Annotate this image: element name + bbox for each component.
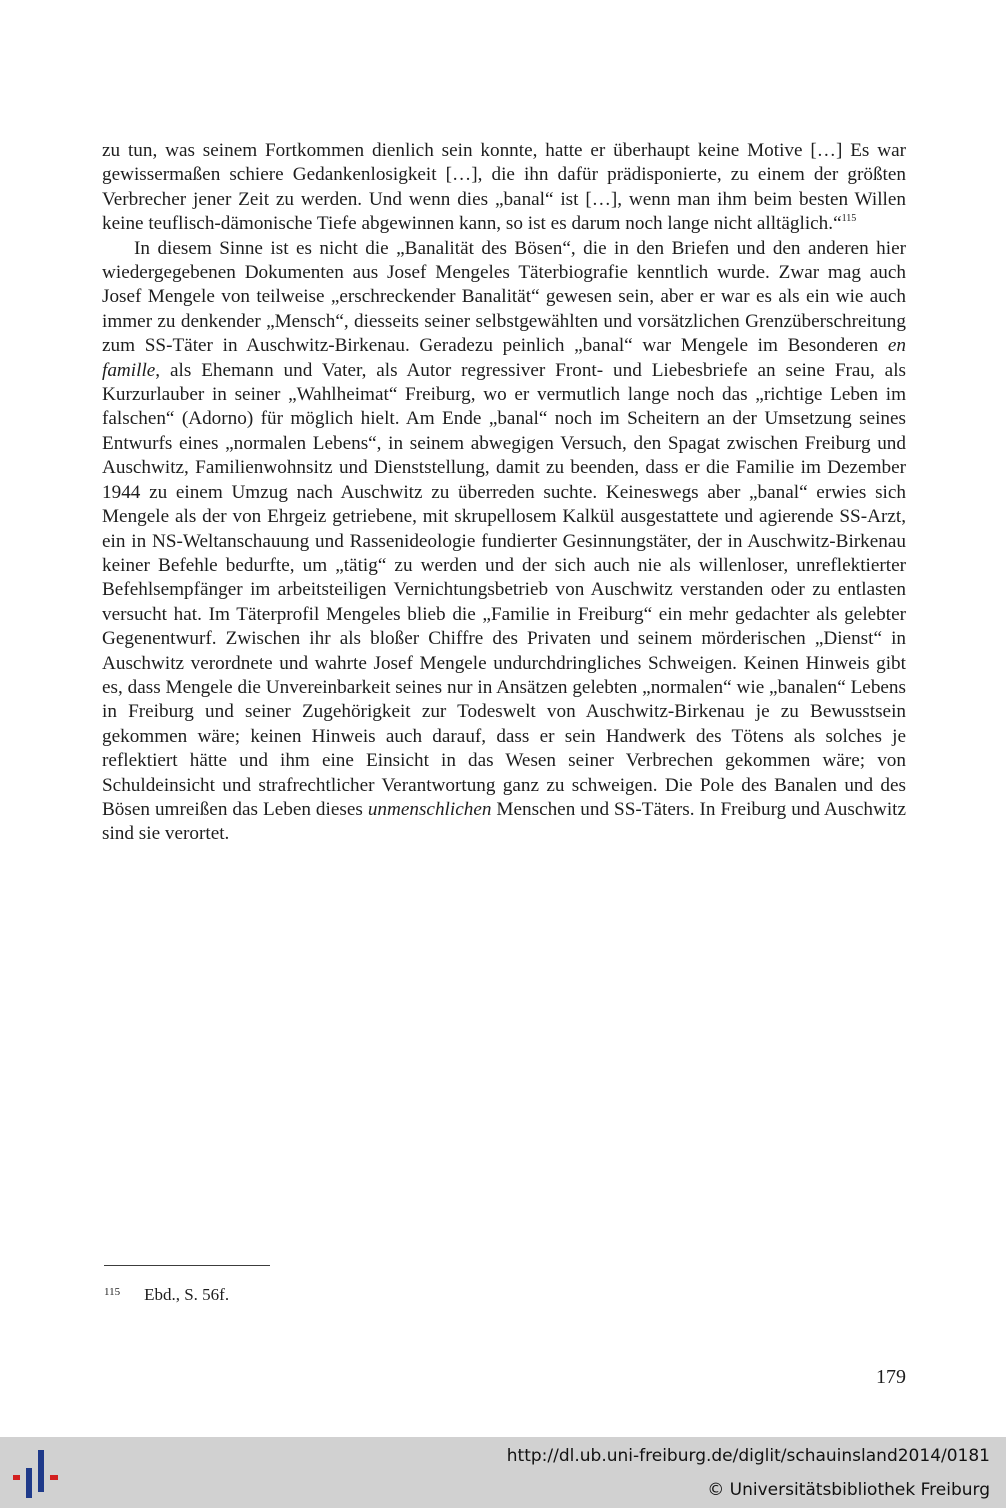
library-logo-icon[interactable]: [10, 1448, 62, 1500]
emphasis-text: en famille: [102, 335, 906, 381]
footnote-reference[interactable]: 115: [841, 213, 857, 225]
footnote-number: 115: [104, 1286, 121, 1298]
footnote: [104, 1281, 229, 1306]
footnote-text: Ebd., S. 56f.: [144, 1285, 230, 1304]
paragraph: [102, 237, 906, 847]
paragraph-text: Menschen und SS-Täters. In Freiburg und Auschwitz sind sie verortet.: [102, 798, 906, 845]
main-text: [102, 139, 906, 847]
paragraph-text: , als Ehemann und Vater, als Autor regressiver Front- und Liebesbriefe an seine Frau, als Kurzurlauber in seiner „Wahlheimat“ Freiburg, wo er vermutlich lange noch das „richtige Leben im falschen“ (Adorno) für möglich hielt. Am Ende „banal“ noch im Scheitern an der Umsetzung seines Entwurfs eines „normalen Lebens“, in seinem abwegigen Versuch, den Spagat zwischen Freiburg und Auschwitz, Familienwohnsitz und Dienststellung, damit zu beenden, dass er die Familie im Dezember 1944 zu einem Umzug nach Auschwitz zu überreden suchte. Keineswegs aber „banal“ erwies sich Mengele als der von Ehrgeiz getriebene, mit skrupellosem Kalkül ausgestattete und agierende SS-Arzt, ein in NS-Weltanschauung und Rassenideologie fundierter Gesinnungstäter, der in Auschwitz-Birkenau keiner Befehle bedurfte, um „tätig“ zu werden und der sich auch nie als willenloser, unreflektierter Befehlsempfänger im arbeitsteiligen Vernichtungsbetrieb von Auschwitz verstanden oder zu entlasten versucht hat. Im Täterprofil Mengeles blieb die „Familie in Freiburg“ ein mehr gedachter als gelebter Gegenentwurf. Zwischen ihr als bloßer Chiffre des Privaten und seinem mörderischen „Dienst“ in Auschwitz verordnete und wahrte Josef Mengele undurchdringliches Schweigen. Keinen Hinweis gibt es, dass Mengele die Unvereinbarkeit seines nur in Ansätzen gelebten „normalen“ wie „banalen“ Lebens in Freiburg und seiner Zugehörigkeit zur Todeswelt von Auschwitz-Birkenau je zu Bewusstsein gekommen wäre; keinen Hinweis auch darauf, dass er sein Handwerk des Tötens als solches je reflektiert hätte und ihm eine Einsicht in das Wesen seiner Verbrechen gekommen wäre; von Schuldeinsicht und strafrechtlicher Verantwortung ganz zu schweigen. Die Pole des Banalen und des Bösen umreißen das Leben dieses: [102, 359, 906, 820]
permalink-url[interactable]: http://dl.ub.uni-freiburg.de/diglit/schauinsland2014/0181: [506, 1446, 990, 1466]
page-number: 179: [876, 1366, 906, 1388]
paragraph-text: In diesem Sinne ist es nicht die „Banalität des Bösen“, die in den Briefen und den anderen hier wiedergegebenen Dokumenten aus Josef Mengeles Täterbiografie kenntlich wurde. Zwar mag auch Josef Mengele von teilweise „erschreckender Banalität“ gewesen sein, aber er war es als ein wie auch immer zu denkender „Mensch“, diesseits seiner selbstgewählten und vorsätzlichen Grenzüberschreitung zum SS-Täter in Auschwitz-Birkenau. Geradezu peinlich „banal“ war Mengele im Besonderen: [102, 237, 906, 357]
copyright-notice: © Universitätsbibliothek Freiburg: [707, 1480, 990, 1500]
paragraph: [102, 139, 906, 237]
emphasis-text: unmenschlichen: [367, 798, 492, 820]
paragraph-text: zu tun, was seinem Fortkommen dienlich sein konnte, hatte er überhaupt keine Motive […] Es war gewissermaßen schiere Gedankenlosigkeit […], die ihn dafür prädisponierte, zu einem der größten Verbrecher jener Zeit zu werden. Und wenn dies „banal“ ist […], wenn man ihm beim besten Willen keine teuflisch-dämonische Tiefe abgewinnen kann, so ist es darum noch lange nicht alltäglich.“: [102, 140, 906, 235]
footer-bar: [0, 1437, 1006, 1508]
footnote-divider: [104, 1265, 270, 1266]
